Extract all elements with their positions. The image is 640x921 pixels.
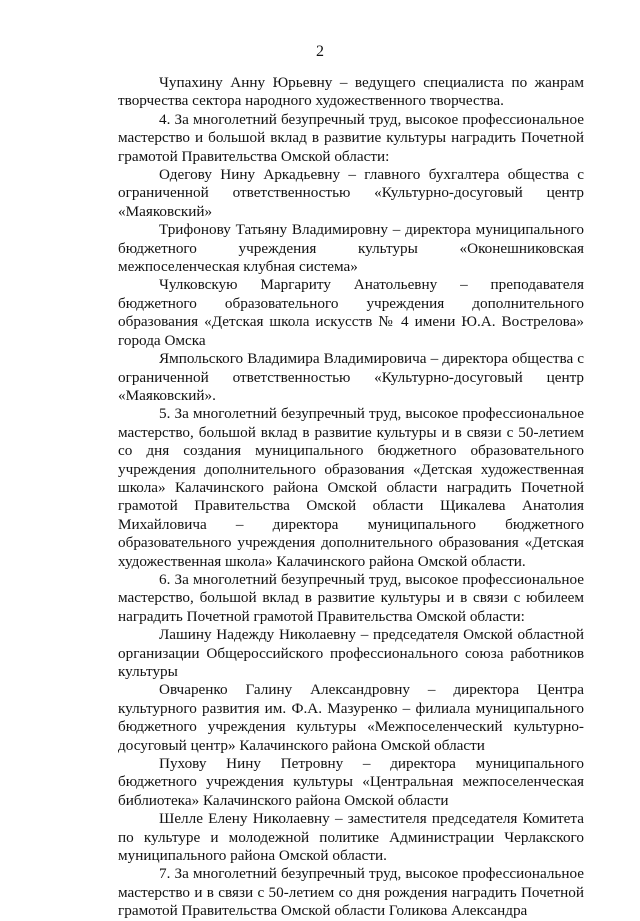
paragraph: Трифонову Татьяну Владимировну – директора муниципального бюджетного учреждения культуры «Оконешниковская межпоселенческая клубная система»: [118, 221, 584, 276]
paragraph: 5. За многолетний безупречный труд, высокое профессиональное мастерство, большой вклад в развитие культуры и в связи с 50-летием со дня создания муниципального бюджетного образовательного учреждения дополнительного образования «Детская художественная школа» Калачинского района Омской области наградить Почетной грамотой Правительства Омской области Щикалева Анатолия Михайловича – директора муниципального бюджетного образовательного учреждения дополнительного образования «Детская художественная школа» Калачинского района Омской области.: [118, 405, 584, 570]
paragraph: Лашину Надежду Николаевну – председателя Омской областной организации Общероссийского профессионального союза работников культуры: [118, 626, 584, 680]
paragraph: 7. За многолетний безупречный труд, высокое профессиональное мастерство и в связи с 50-летием со дня рождения наградить Почетной грамотой Правительства Омской области Голикова Александра: [118, 865, 584, 920]
paragraph: Ямпольского Владимира Владимировича – директора общества с ограниченной ответственностью «Культурно-досуговый центр «Маяковский».: [118, 350, 584, 404]
document-body: [118, 74, 584, 921]
paragraph: Чупахину Анну Юрьевну – ведущего специалиста по жанрам творчества сектора народного художественного творчества.: [118, 74, 584, 110]
paragraph: Пухову Нину Петровну – директора муниципального бюджетного учреждения культуры «Центральная межпоселенческая библиотека» Калачинского района Омской области: [118, 755, 584, 809]
page-number: 2: [316, 43, 324, 60]
paragraph: Одегову Нину Аркадьевну – главного бухгалтера общества с ограниченной ответственностью «Культурно-досуговый центр «Маяковский»: [118, 166, 584, 220]
paragraph: 6. За многолетний безупречный труд, высокое профессиональное мастерство, большой вклад в развитие культуры и в связи с юбилеем наградить Почетной грамотой Правительства Омской области:: [118, 570, 584, 625]
paragraph: Чулковскую Маргариту Анатольевну – преподавателя бюджетного образовательного учреждения дополнительного образования «Детская школа искусств № 4 имени Ю.А. Вострелова» города Омска: [118, 276, 584, 349]
paragraph: Шелле Елену Николаевну – заместителя председателя Комитета по культуре и молодежной политике Администрации Черлакского муниципального района Омской области.: [118, 810, 584, 865]
paragraph: Овчаренко Галину Александровну – директора Центра культурного развития им. Ф.А. Мазуренко – филиала муниципального бюджетного учреждения культуры «Межпоселенческий культурно-досуговый центр» Калачинского района Омской области: [118, 681, 584, 754]
paragraph: 4. За многолетний безупречный труд, высокое профессиональное мастерство и большой вклад в развитие культуры наградить Почетной грамотой Правительства Омской области:: [118, 110, 584, 165]
